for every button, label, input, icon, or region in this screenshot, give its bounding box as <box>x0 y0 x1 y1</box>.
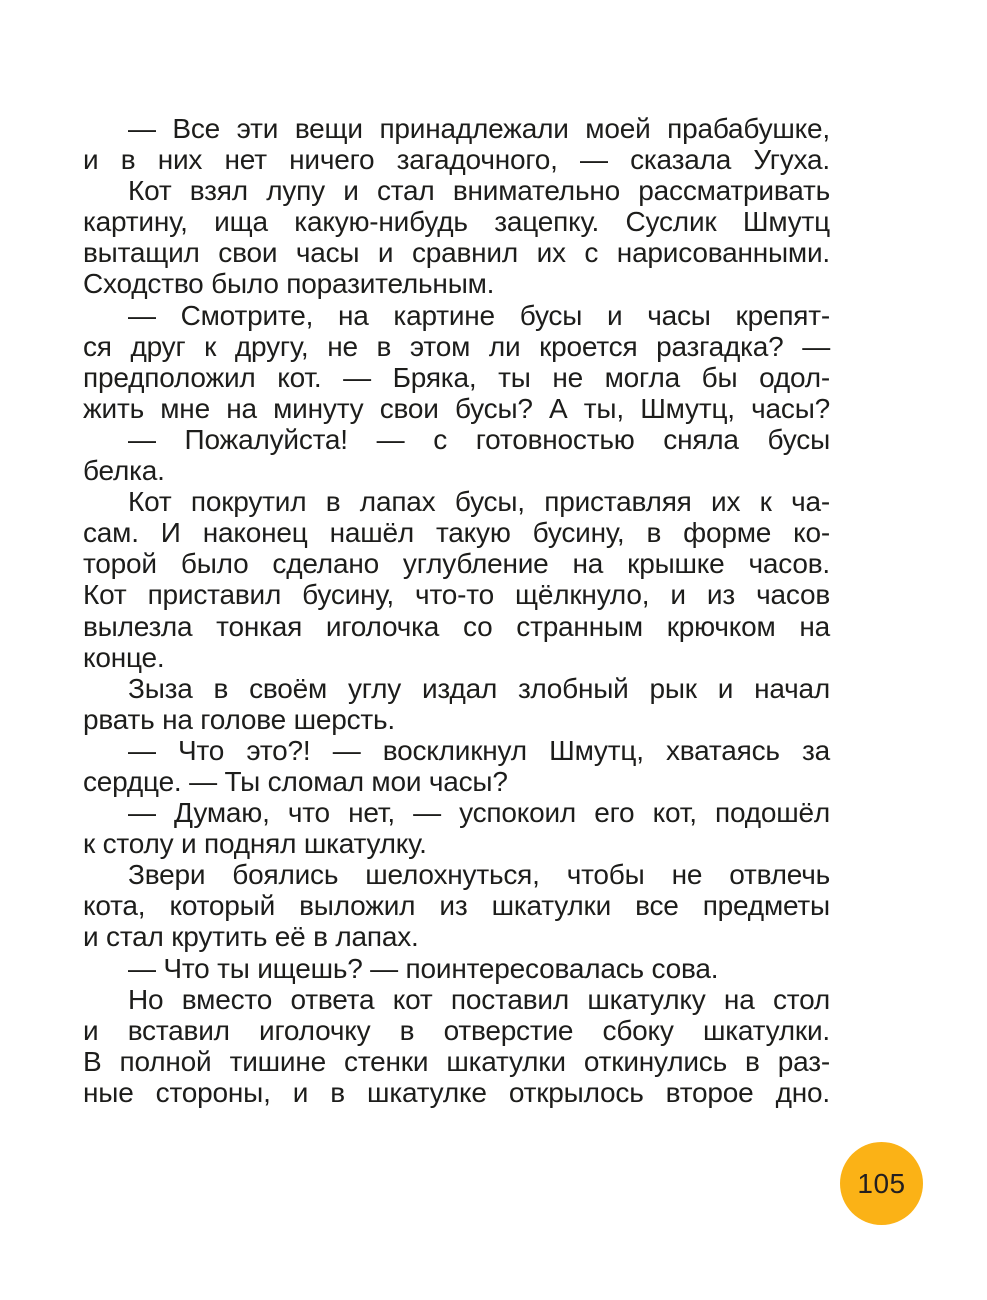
text-line: — Все эти вещи принадлежали моей прабабушке, <box>128 113 830 144</box>
text-line: — Что ты ищешь? — поинтересовалась сова. <box>128 952 719 984</box>
text-line: жить мне на минуту свои бусы? А ты, Шмутц, часы? <box>83 392 830 424</box>
text-line: — Думаю, что нет, — успокоил его кот, подошёл <box>128 797 830 829</box>
text-line: картину, ища какую-нибудь зацепку. Суслик Шмутц <box>83 206 830 238</box>
text-line: — Смотрите, на картине бусы и часы крепят- <box>128 299 830 331</box>
paragraph <box>83 953 830 984</box>
text-line: Кот взял лупу и стал внимательно рассматривать <box>128 175 830 207</box>
text-line: конце. <box>83 641 165 673</box>
text-line: и в них нет ничего загадочного, — сказала Угуха. <box>83 144 830 176</box>
paragraph <box>83 175 830 299</box>
text-line: рвать на голове шерсть. <box>83 703 395 735</box>
text-line: сам. И наконец нашёл такую бусину, в форме ко- <box>83 517 830 549</box>
page-number: 105 <box>857 1167 906 1199</box>
paragraph <box>83 797 830 859</box>
text-line: к столу и поднял шкатулку. <box>83 828 427 860</box>
text-line: и стал крутить её в лапах. <box>83 921 419 953</box>
text-line: ные стороны, и в шкатулке открылось второе дно. <box>83 1076 830 1108</box>
text-line: сердце. — Ты сломал мои часы? <box>83 765 508 797</box>
text-line: кота, который выложил из шкатулки все предметы <box>83 890 830 922</box>
paragraph <box>83 486 830 673</box>
text-line: Сходство было поразительным. <box>83 268 495 300</box>
paragraph <box>83 984 830 1108</box>
paragraph <box>83 735 830 797</box>
paragraph <box>83 859 830 952</box>
text-line: — Что это?! — воскликнул Шмутц, хватаясь за <box>128 734 830 766</box>
text-line: Но вместо ответа кот поставил шкатулку на стол <box>128 983 830 1015</box>
paragraph <box>83 300 830 424</box>
text-line: предположил кот. — Бряка, ты не могла бы одол- <box>83 361 830 393</box>
text-line: и вставил иголочку в отверстие сбоку шкатулки. <box>83 1014 830 1046</box>
page-number-badge <box>840 1142 923 1225</box>
text-line: Кот приставил бусину, что-то щёлкнуло, и из часов <box>83 579 830 611</box>
story-text <box>83 113 830 1108</box>
paragraph <box>83 424 830 486</box>
paragraph <box>83 113 830 175</box>
paragraph <box>83 673 830 735</box>
text-line: Звери боялись шелохнуться, чтобы не отвлечь <box>128 859 830 891</box>
text-line: В полной тишине стенки шкатулки откинулись в раз- <box>83 1045 830 1077</box>
text-line: торой было сделано углубление на крышке часов. <box>83 548 830 580</box>
text-line: белка. <box>83 455 165 487</box>
text-line: — Пожалуйста! — с готовностью сняла бусы <box>128 423 830 455</box>
text-line: вылезла тонкая иголочка со странным крючком на <box>83 610 830 642</box>
text-line: ся друг к другу, не в этом ли кроется разгадка? — <box>83 330 830 362</box>
text-line: Зыза в своём углу издал злобный рык и начал <box>128 672 830 704</box>
text-line: вытащил свои часы и сравнил их с нарисованными. <box>83 237 830 269</box>
text-line: Кот покрутил в лапах бусы, приставляя их к ча- <box>128 486 830 518</box>
